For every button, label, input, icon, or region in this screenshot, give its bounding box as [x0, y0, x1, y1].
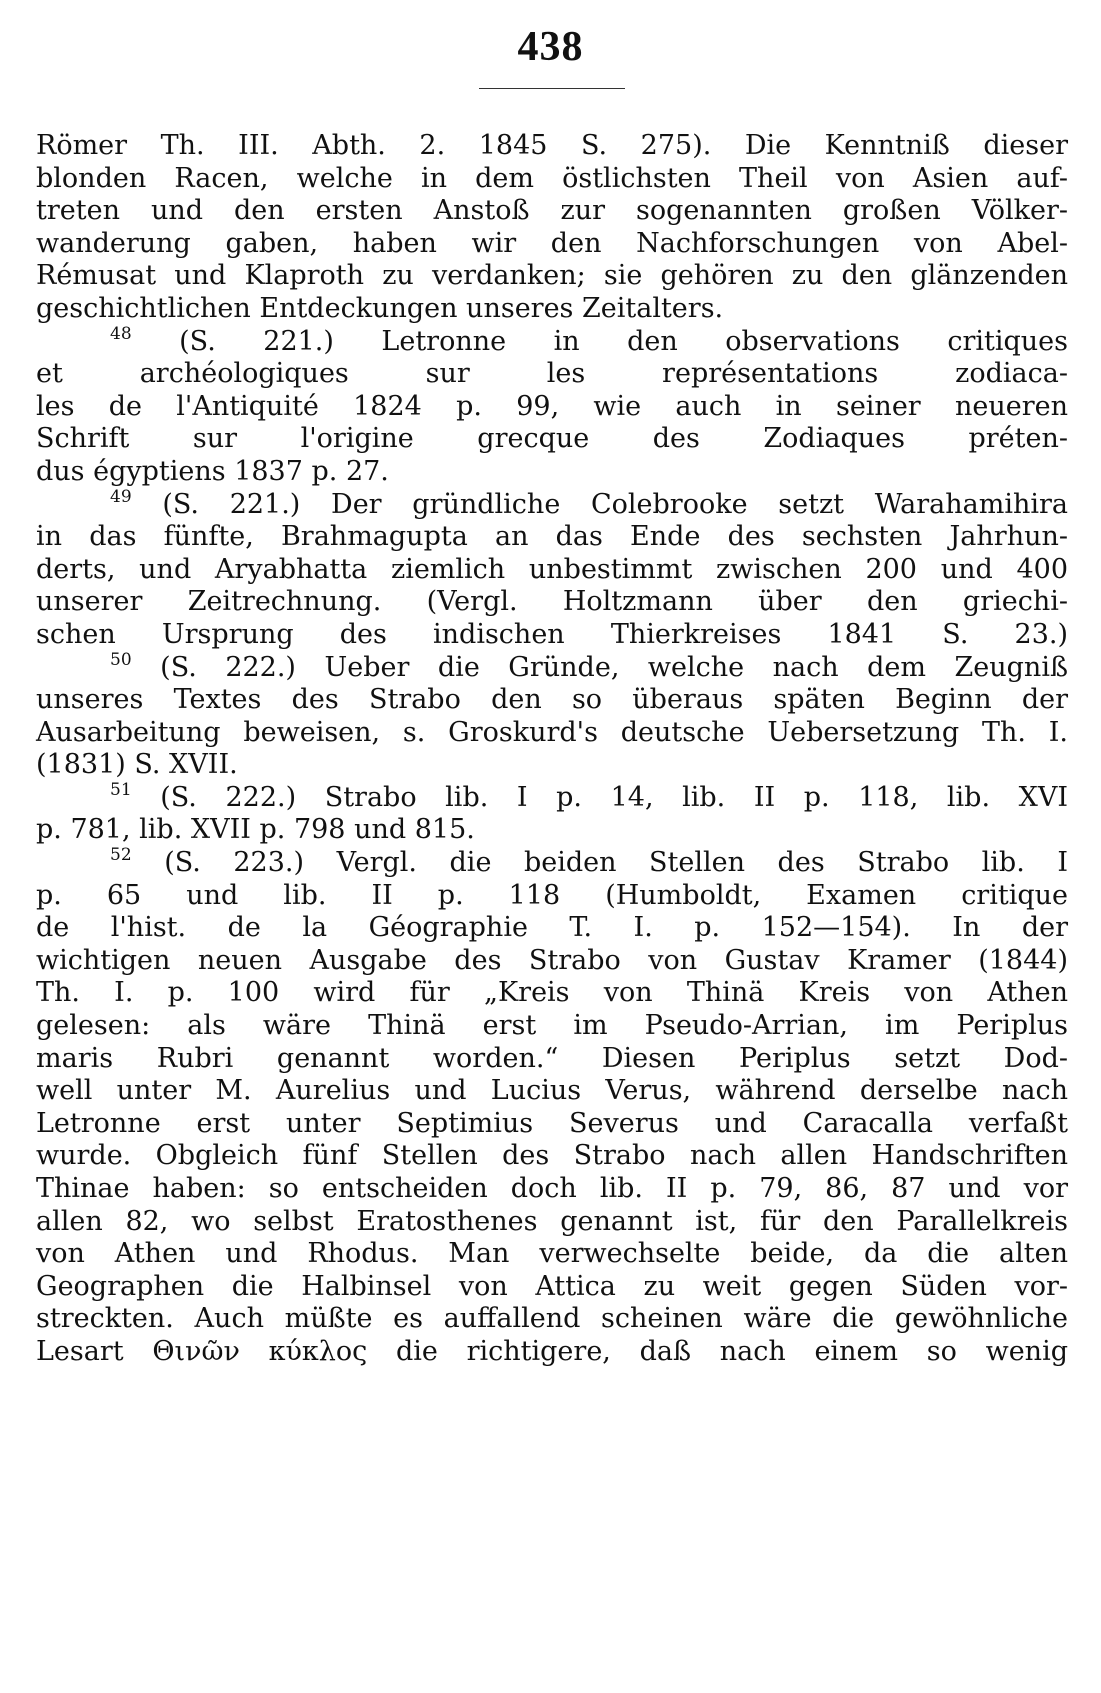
body-text	[36, 130, 1068, 1369]
footnote-number: 49	[110, 486, 132, 507]
text-line-content: well unter M. Aurelius und Lucius Verus, während derselbe nach	[36, 1075, 1068, 1107]
text-line-content: geschichtlichen Entdeckungen unseres Zeitalters.	[36, 292, 724, 324]
text-line	[36, 163, 1068, 196]
text-line-content: (S. 223.) Vergl. die beiden Stellen des Strabo lib. I	[164, 847, 1068, 879]
text-line-content: p. 781, lib. XVII p. 798 und 815.	[36, 814, 475, 846]
text-line-content: (S. 222.) Strabo lib. I p. 14, lib. II p. 118, lib. XVI	[160, 781, 1068, 813]
text-line-content: blonden Racen, welche in dem östlichsten Theil von Asien auf-	[36, 162, 1068, 194]
footnote-number: 50	[110, 649, 132, 670]
text-line	[36, 880, 1068, 913]
text-line	[36, 358, 1068, 391]
text-line	[36, 130, 1068, 163]
text-line-content: Th. I. p. 100 wird für „Kreis von Thinä Kreis von Athen	[36, 977, 1068, 1009]
text-line-content: p. 65 und lib. II p. 118 (Humboldt, Examen critique	[36, 879, 1068, 911]
text-line	[36, 684, 1068, 717]
text-line	[36, 1303, 1068, 1336]
text-line-content: streckten. Auch müßte es auffallend scheinen wäre die gewöhnliche	[36, 1303, 1068, 1335]
text-line	[36, 228, 1068, 261]
text-line-content: wanderung gaben, haben wir den Nachforschungen von Abel-	[36, 227, 1068, 259]
text-line	[36, 521, 1068, 554]
text-line	[36, 912, 1068, 945]
text-line	[36, 586, 1068, 619]
text-line	[36, 1238, 1068, 1271]
text-line	[36, 1206, 1068, 1239]
footnote-number: 48	[110, 323, 132, 344]
text-line	[36, 1336, 1068, 1369]
text-line-content: derts, und Aryabhatta ziemlich unbestimmt zwischen 200 und 400	[36, 553, 1068, 585]
text-line	[36, 1043, 1068, 1076]
text-line-content: gelesen: als wäre Thinä erst im Pseudo-Arrian, im Periplus	[36, 1010, 1068, 1042]
text-line	[36, 1173, 1068, 1206]
text-line	[36, 619, 1068, 652]
text-line	[36, 456, 1068, 489]
text-line	[36, 1108, 1068, 1141]
header-rule	[479, 88, 625, 89]
text-line	[36, 945, 1068, 978]
text-line-content: Lesart Θινῶν κύκλος die richtigere, daß nach einem so wenig	[36, 1335, 1068, 1367]
text-line	[36, 717, 1068, 750]
text-line	[36, 814, 1068, 847]
text-line	[36, 1010, 1068, 1043]
text-line-content: maris Rubri genannt worden.“ Diesen Periplus setzt Dod-	[36, 1042, 1068, 1074]
text-line	[36, 554, 1068, 587]
text-line-content: allen 82, wo selbst Eratosthenes genannt ist, für den Parallelkreis	[36, 1205, 1068, 1237]
text-line	[36, 293, 1068, 326]
text-line-content: dus égyptiens 1837 p. 27.	[36, 455, 389, 487]
text-line-content: les de l'Antiquité 1824 p. 99, wie auch in seiner neueren	[36, 390, 1068, 422]
text-line	[36, 649, 1068, 685]
text-line	[36, 977, 1068, 1010]
text-line-content: Thinae haben: so entscheiden doch lib. II p. 79, 86, 87 und vor	[36, 1173, 1068, 1204]
text-line	[36, 423, 1068, 456]
text-line	[36, 323, 1068, 359]
text-line-content: unseres Textes des Strabo den so überaus späten Beginn der	[36, 684, 1068, 716]
text-line	[36, 779, 1068, 815]
text-line-content: Ausarbeitung beweisen, s. Groskurd's deutsche Uebersetzung Th. I.	[36, 716, 1068, 748]
text-line	[36, 1140, 1068, 1173]
text-line	[36, 486, 1068, 522]
text-line-content: Rémusat und Klaproth zu verdanken; sie gehören zu den glänzenden	[36, 260, 1068, 292]
text-line-content: wichtigen neuen Ausgabe des Strabo von Gustav Kramer (1844)	[36, 944, 1068, 976]
text-line-content: et archéologiques sur les représentations zodiaca-	[36, 358, 1068, 390]
text-line	[36, 260, 1068, 293]
text-line-content: Schrift sur l'origine grecque des Zodiaques préten-	[36, 423, 1068, 455]
text-line	[36, 195, 1068, 228]
text-line-content: in das fünfte, Brahmagupta an das Ende des sechsten Jahrhun-	[36, 521, 1068, 553]
text-line-content: de l'hist. de la Géographie T. I. p. 152—154). In der	[36, 912, 1068, 944]
text-line-content: (S. 222.) Ueber die Gründe, welche nach dem Zeugniß	[160, 651, 1068, 683]
text-line-content: Letronne erst unter Septimius Severus und Caracalla verfaßt	[36, 1107, 1068, 1139]
text-line-content: treten und den ersten Anstoß zur sogenannten großen Völker-	[36, 195, 1068, 227]
text-line	[36, 847, 1068, 880]
text-line-content: Römer Th. III. Abth. 2. 1845 S. 275). Die Kenntniß dieser	[36, 130, 1068, 161]
text-line	[36, 749, 1068, 782]
text-line-content: (1831) S. XVII.	[36, 749, 238, 781]
text-line-content: von Athen und Rhodus. Man verwechselte beide, da die alten	[36, 1238, 1068, 1270]
footnote-number: 51	[110, 779, 132, 800]
text-line-content: schen Ursprung des indischen Thierkreises 1841 S. 23.)	[36, 618, 1068, 650]
text-line	[36, 1075, 1068, 1108]
text-line-content: (S. 221.) Letronne in den observations critiques	[179, 325, 1068, 357]
text-line-content: Geographen die Halbinsel von Attica zu weit gegen Süden vor-	[36, 1270, 1068, 1302]
text-line-content: unserer Zeitrechnung. (Vergl. Holtzmann über den griechi-	[36, 586, 1068, 618]
text-line	[36, 391, 1068, 424]
page-number: 438	[517, 24, 584, 70]
text-line-content: (S. 221.) Der gründliche Colebrooke setzt Warahamihira	[162, 488, 1068, 520]
text-line-content: wurde. Obgleich fünf Stellen des Strabo nach allen Handschriften	[36, 1140, 1068, 1172]
text-line	[36, 1271, 1068, 1304]
footnote-number: 52	[110, 845, 132, 866]
